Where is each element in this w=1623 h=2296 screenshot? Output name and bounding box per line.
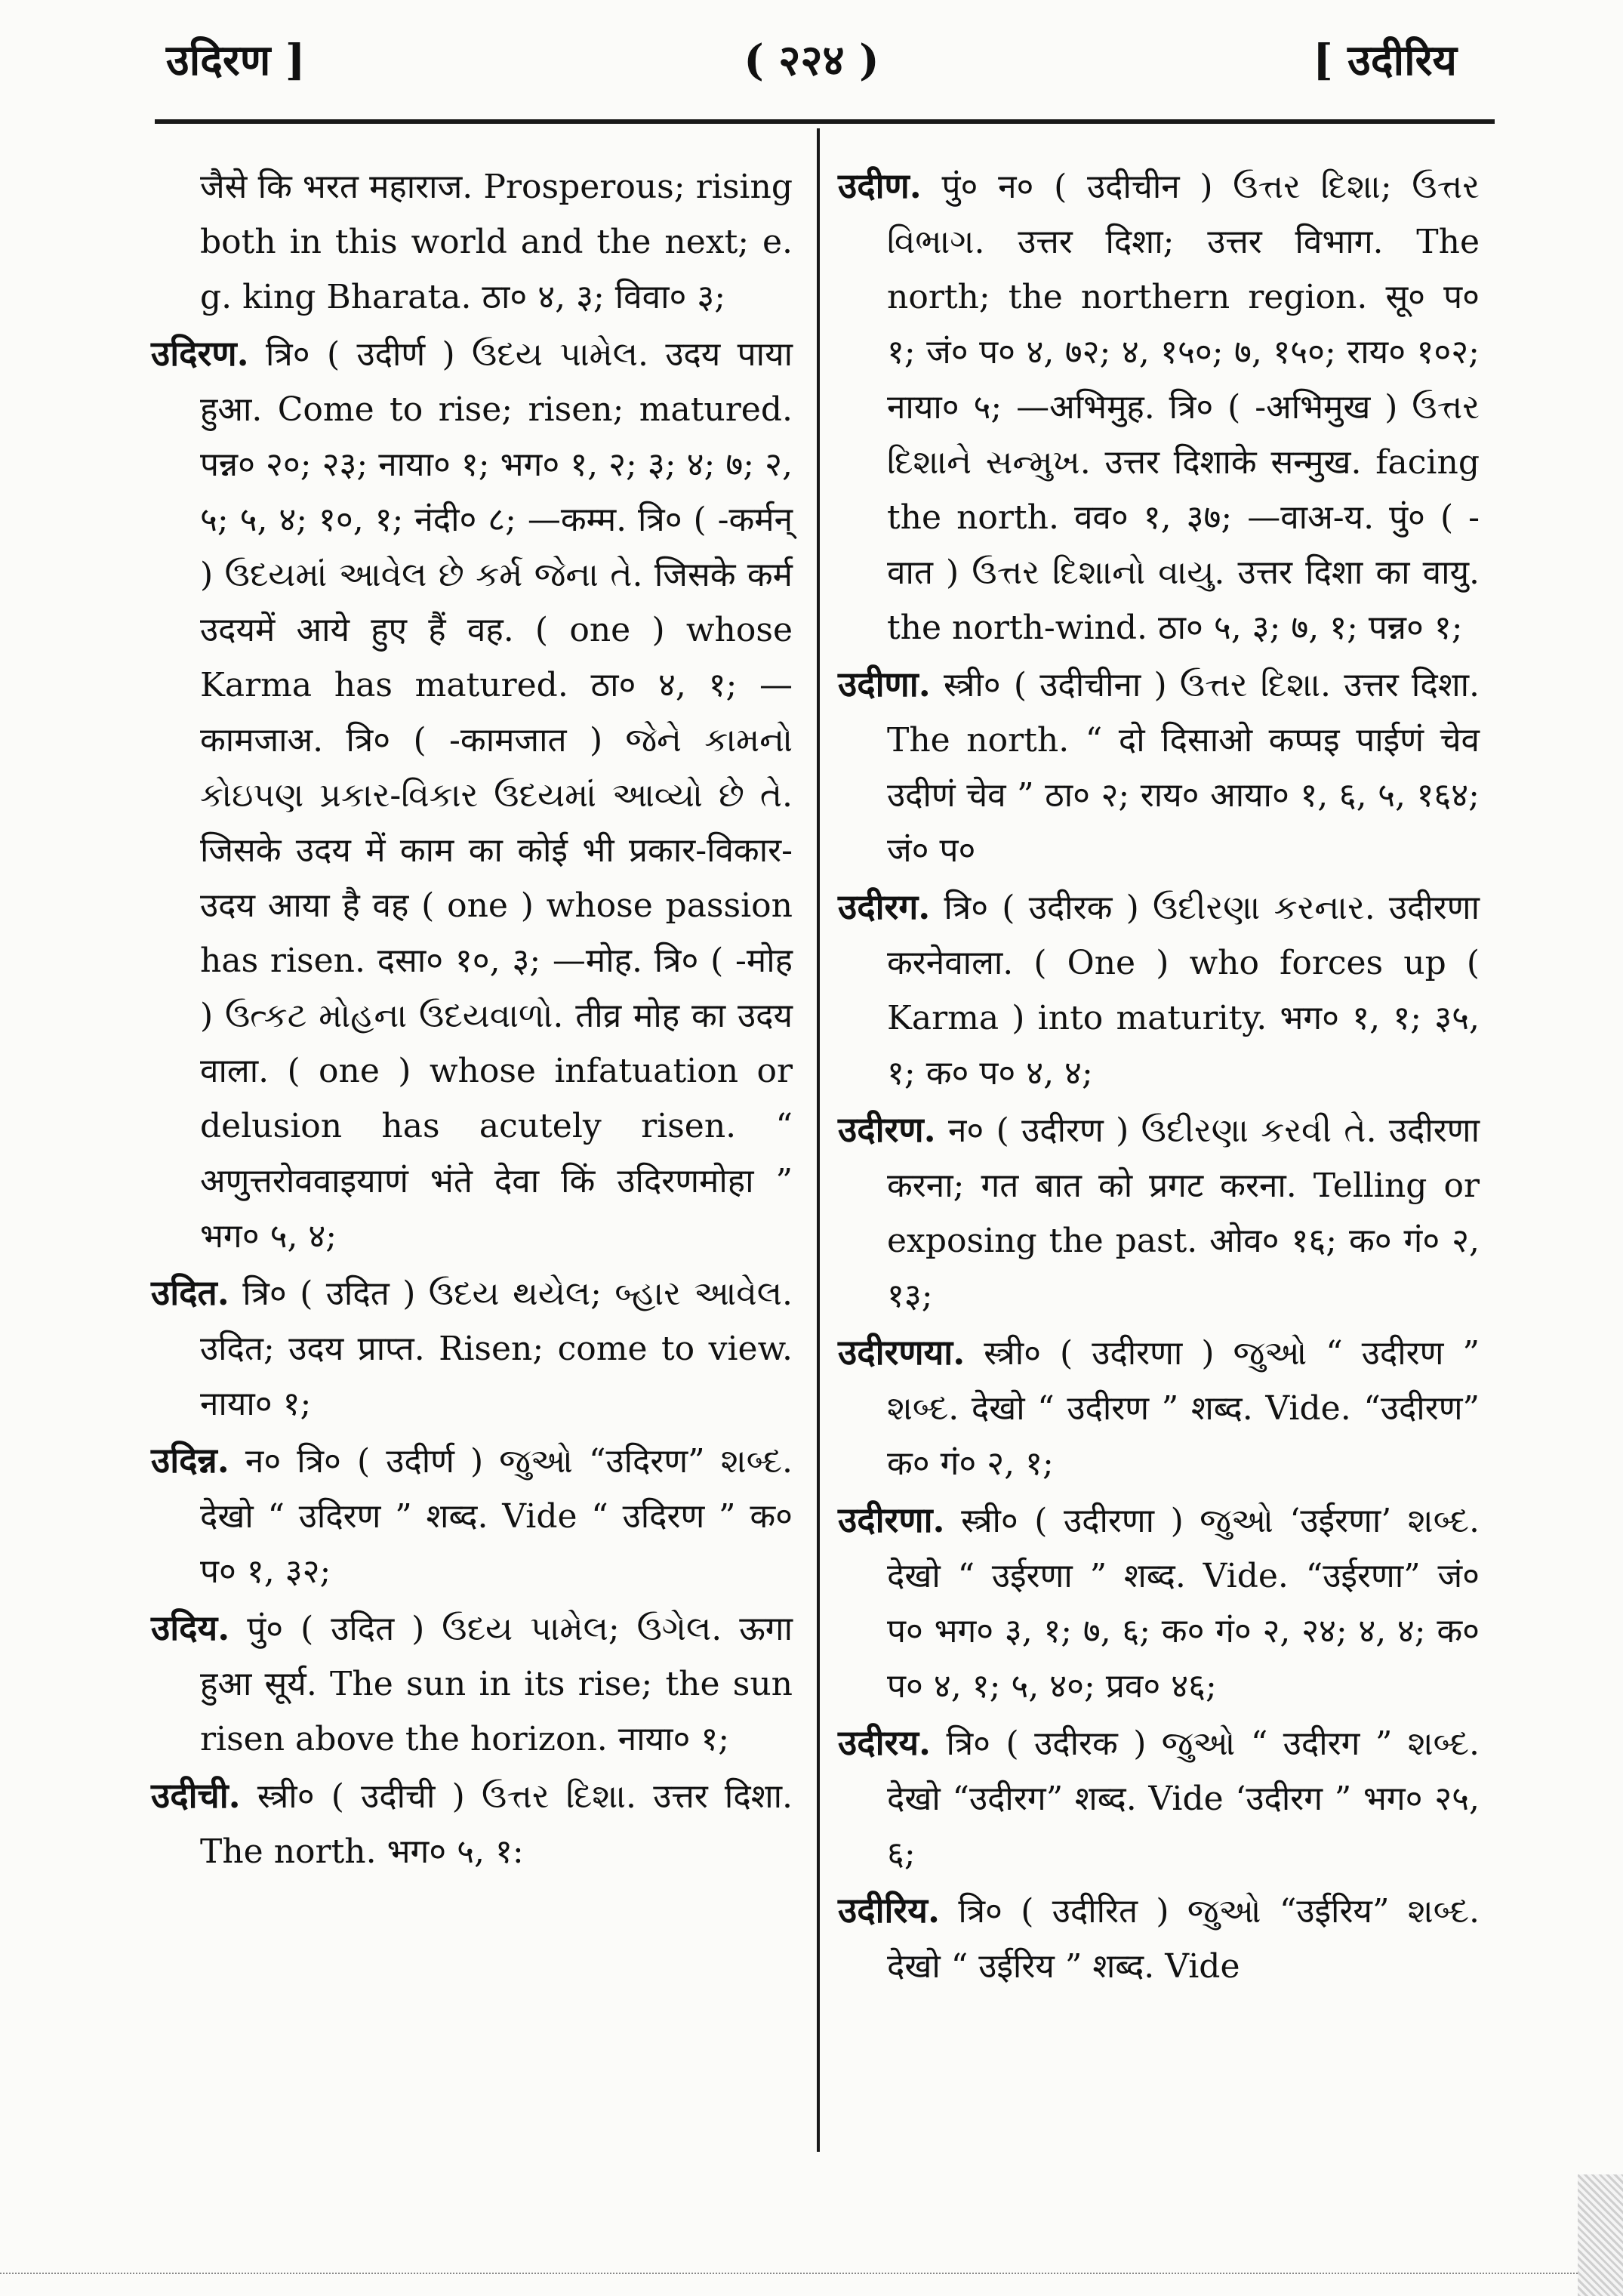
header-rule [155,119,1495,124]
entry-text: त्रि० ( उदीरित ) જુઓ “उईरिय” શબ્દ. देखो “ उईरिय ” शब्द. Vide [887,1892,1480,1986]
dictionary-entry [838,1715,1480,1881]
entry-headword: उदीची. [151,1775,241,1816]
entry-text: जैसे कि भरत महाराज. Prosperous; rising both in this world and the next; e. g. king Bharata. ठा० ४, ३; विवा० ३; [200,168,793,316]
entry-text: त्रि० ( उदीरक ) ઉદીરણા કરનાર. उदीरणा करनेवाला. ( One ) who forces up ( Karma ) into maturity. भग० १, १; ३५, १; क० प० ४, ४; [887,889,1480,1093]
dictionary-entry [838,1493,1480,1714]
right-column [838,159,1480,1996]
entry-headword: उदीरय. [838,1722,932,1763]
entry-text: स्त्री० ( उदीची ) ઉત્તર દિશા. उत्तर दिशा. The north. भग० ५, १: [200,1777,793,1871]
entry-text: स्त्री० ( उदीचीना ) ઉત્તર દિશા. उत्तर दिशा. The north. “ दो दिसाओ कप्पइ पाईणं चेव उदीणं चेव ” ठा० २; राय० आया० १, ६, ५, १६४; जं० प० [887,666,1480,870]
entry-headword: उदित. [151,1272,229,1313]
dictionary-entry [838,1102,1480,1324]
entry-text: पुं० ( उदित ) ઉદય પામેલ; ઉગેલ. ऊगा हुआ सूर्य. The sun in its rise; the sun risen above the horizon. नाया० १; [200,1610,793,1758]
entry-headword: उदीण. [838,165,922,206]
entry-text: त्रि० ( उदित ) ઉદય થયેલ; બ્હાર આવેલ. उदित; उदय प्राप्त. Risen; come to view. नाया० १; [200,1274,793,1423]
entry-headword: उदीरग. [838,886,931,927]
entry-text: त्रि० ( उदीरक ) જુઓ “ उदीरग ” શબ્દ. देखो “उदीरग” शब्द. Vide ‘उदीरग ” भग० २५, ६; [887,1724,1480,1873]
entry-text: त्रि० ( उदीर्ण ) ઉદય પામેલ. उदय पाया हुआ. Come to rise; risen; matured. पन्न० २०; २३; नाया० १; भग० १, २; ३; ४; ७; २, ५; ५, ४; १०, १; नंदी० ८; —कम्म. त्रि० ( -कर्मन् ) ઉદયમાં આવેલ છે કર્મ જેના તે. जिसके कर्म उदयमें आये हुए हैं वह. ( one ) whose Karma has matured. ठा० ४, १; —कामजाअ. त्रि० ( -कामजात ) જેને કામનો કોઇપણ પ્રકાર-વિકાર ઉદયમાં આવ્યો છે તે. जिसके उदय में काम का कोई भी प्रकार-विकार-उदय आया है वह ( one ) whose passion has risen. दसा० १०, ३; —मोह. त्रि० ( -मोह ) ઉત્કટ મોહના ઉદયવાળો. तीव्र मोह का उदय वाला. ( one ) whose infatuation or delusion has acutely risen. “ अणुत्तरोववाइयाणं भंते देवा किं उदिरणमोहा ” भग० ५, ४; [200,335,793,1256]
dictionary-entry [838,1325,1480,1491]
entry-headword: उदीरणा. [838,1499,945,1540]
scan-artifact [1578,2174,1623,2296]
entry-text: न० त्रि० ( उदीर्ण ) જુઓ “उदिरण” શબ્દ. देखो “ उदिरण ” शब्द. Vide “ उदिरण ” क० प० १, ३२; [200,1442,793,1591]
dictionary-entry [838,657,1480,878]
page-bottom-edge [0,2273,1623,2276]
left-column [151,159,793,1881]
entry-text: न० ( उदीरण ) ઉદીરણા કરવી તે. उदीरणा करना; गत बात को प्रगट करना. Telling or exposing the past. ओव० १६; क० गं० २, १३; [887,1111,1480,1315]
entry-text: स्त्री० ( उदीरणा ) જુઓ ‘उईरणा’ શબ્દ. देखो “ उईरणा ” शब्द. Vide. “उईरणा” जं० प० भग० ३, १; ७, ६; क० गं० २, २४; ४, ४; क० प० ४, १; ५, ४०; प्रव० ४६; [887,1502,1480,1706]
dictionary-entry [838,159,1480,655]
entry-headword: उदिय. [151,1607,230,1648]
dictionary-entry [151,326,793,1264]
dictionary-entry [151,1433,793,1599]
page-header [151,23,1472,98]
entry-headword: उदीरणया. [838,1332,965,1373]
dictionary-entry [151,1601,793,1767]
column-divider [817,128,820,2152]
entry-headword: उदीरिय. [838,1890,940,1931]
entry-headword: उदिरण. [151,333,249,374]
entry-headword: उदीणा. [838,664,931,704]
page-number: ( २२४ ) [744,35,879,85]
dictionary-entry [838,880,1480,1101]
entry-text: स्त्री० ( उदीरणा ) જુઓ “ उदीरण ” શબ્દ. देखो “ उदीरण ” शब्द. Vide. “उदीरण” क० गं० २, १; [887,1334,1480,1483]
header-right-guide-word: [ उदीरिय [1313,35,1457,85]
dictionary-entry [151,1768,793,1879]
entry-headword: उदिन्न. [151,1440,229,1481]
entry-headword: उदीरण. [838,1109,936,1150]
dictionary-entry [151,1265,793,1432]
entry-text: पुं० न० ( उदीचीन ) ઉત્તર દિશા; ઉત્તર વિભાગ. उत्तर दिशा; उत्तर विभाग. The north; the northern region. सू० प० १; जं० प० ४, ७२; ४, १५०; ७, १५०; राय० १०२; नाया० ५; —अभिमुह. त्रि० ( -अभिमुख ) ઉત્તર દિશાને સન્મુખ. उत्तर दिशाके सन्मुख. facing the north. वव० १, ३७; —वाअ-य. पुं० ( -वात ) ઉત્તર દિશાનો વાયુ. उत्तर दिशा का वायु. the north-wind. ठा० ५, ३; ७, १; पन्न० १; [887,168,1480,647]
header-left-guide-word: उदिरण ] [166,35,306,85]
dictionary-entry [151,159,793,325]
dictionary-entry [838,1883,1480,1994]
